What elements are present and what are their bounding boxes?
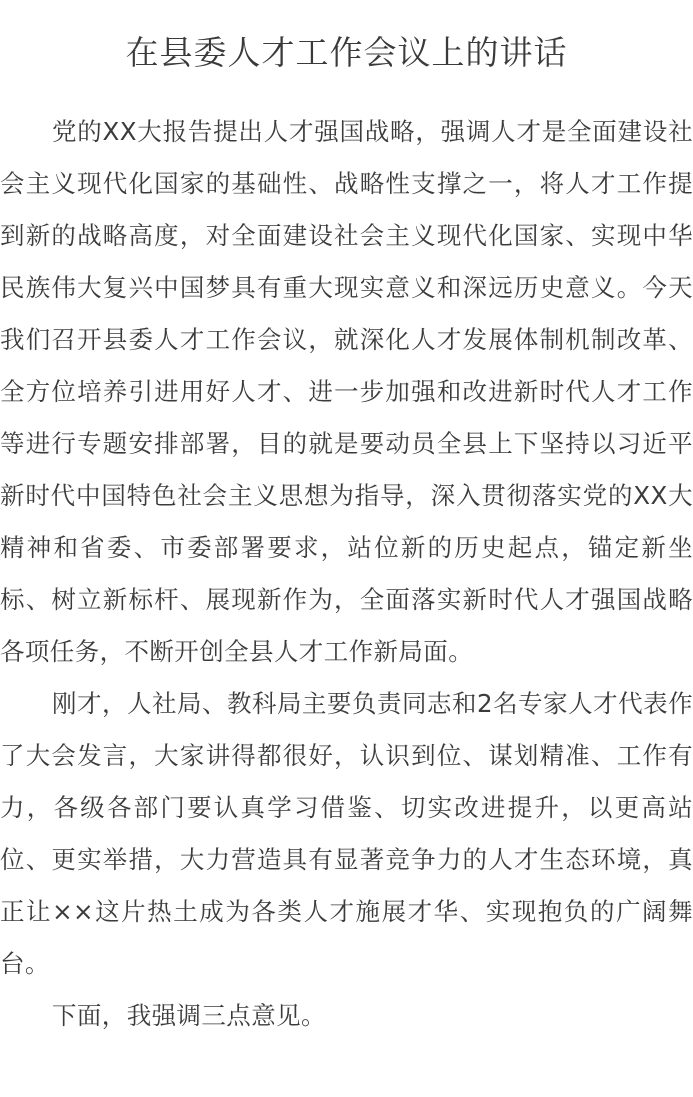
paragraph-speeches: 刚才，人社局、教科局主要负责同志和2名专家人才代表作了大会发言，大家讲得都很好，认识到位、谋划精准、工作有力，各级各部门要认真学习借鉴、切实改进提升，以更高站位、更实举措，大力营造具有显著竞争力的人才生态环境，真正让××这片热土成为各类人才施展才华、实现抱负的广阔舞台。	[0, 689, 693, 978]
document-body	[0, 106, 693, 1042]
paragraph-opening: 党的XX大报告提出人才强国战略，强调人才是全面建设社会主义现代化国家的基础性、战略性支撑之一，将人才工作提到新的战略高度，对全面建设社会主义现代化国家、实现中华民族伟大复兴中国梦具有重大现实意义和深远历史意义。今天我们召开县委人才工作会议，就深化人才发展体制机制改革、全方位培养引进用好人才、进一步加强和改进新时代人才工作等进行专题安排部署，目的就是要动员全县上下坚持以习近平新时代中国特色社会主义思想为指导，深入贯彻落实党的XX大精神和省委、市委部署要求，站位新的历史起点，锚定新坐标、树立新标杆、展现新作为，全面落实新时代人才强国战略各项任务，不断开创全县人才工作新局面。	[0, 117, 693, 666]
paragraph-transition: 下面，我强调三点意见。	[52, 1001, 326, 1030]
document-title: 在县委人才工作会议上的讲话	[125, 33, 568, 72]
